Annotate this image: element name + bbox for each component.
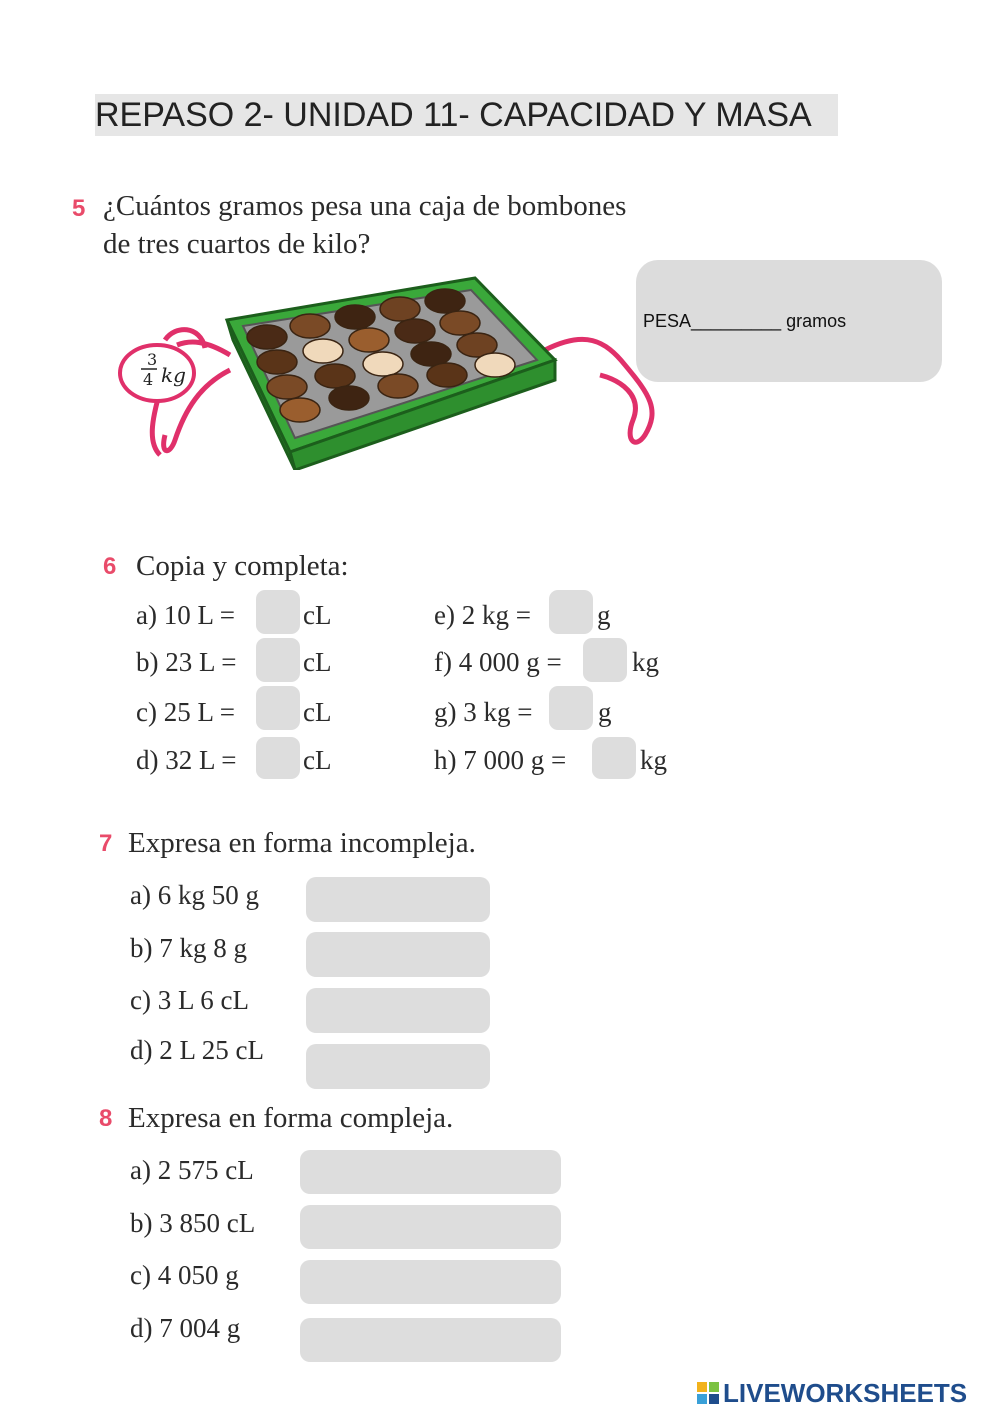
page-title: REPASO 2- UNIDAD 11- CAPACIDAD Y MASA bbox=[95, 94, 838, 136]
q6-item-a-label: a) 10 L = bbox=[136, 600, 235, 630]
q6-item-h-input[interactable] bbox=[592, 737, 636, 779]
q8-item-a-input[interactable] bbox=[300, 1150, 561, 1194]
q6-item-e-label: e) 2 kg = bbox=[434, 600, 531, 630]
q6-item-c-label: c) 25 L = bbox=[136, 697, 235, 727]
question-8-number: 8 bbox=[99, 1105, 113, 1132]
q6-item-f-label: f) 4 000 g = bbox=[434, 647, 562, 677]
q6-item-e-input[interactable] bbox=[549, 590, 593, 634]
q6-item-h-unit: kg bbox=[640, 745, 667, 775]
question-5-text-line2: de tres cuartos de kilo? bbox=[103, 228, 371, 260]
q6-item-g-label: g) 3 kg = bbox=[434, 697, 533, 727]
q7-item-b-input[interactable] bbox=[306, 932, 490, 977]
q7-item-b-label: b) 7 kg 8 g bbox=[130, 933, 247, 963]
q8-item-c-input[interactable] bbox=[300, 1260, 561, 1304]
q6-item-d-unit: cL bbox=[303, 745, 332, 775]
question-8-text: Expresa en forma compleja. bbox=[128, 1102, 454, 1134]
tag-numerator: 3 bbox=[147, 350, 158, 369]
q7-item-c-input[interactable] bbox=[306, 988, 490, 1033]
q7-item-d-label: d) 2 L 25 cL bbox=[130, 1035, 264, 1065]
question-6-text: Copia y completa: bbox=[136, 550, 349, 582]
q7-item-c-label: c) 3 L 6 cL bbox=[130, 985, 249, 1015]
q8-item-d-label: d) 7 004 g bbox=[130, 1313, 241, 1343]
question-7-number: 7 bbox=[99, 830, 113, 857]
q6-item-d-label: d) 32 L = bbox=[136, 745, 237, 775]
q8-item-b-label: b) 3 850 cL bbox=[130, 1208, 256, 1238]
q8-item-a-label: a) 2 575 cL bbox=[130, 1155, 254, 1185]
q6-item-c-input[interactable] bbox=[256, 686, 300, 730]
liveworksheets-logo bbox=[697, 1378, 967, 1408]
tag-denominator: 4 bbox=[143, 370, 154, 389]
chocolate-box-illustration bbox=[105, 270, 665, 470]
q6-item-f-input[interactable] bbox=[583, 638, 627, 682]
question-5-text-line1: ¿Cuántos gramos pesa una caja de bombones bbox=[103, 190, 627, 222]
q6-item-a-input[interactable] bbox=[256, 590, 300, 634]
q6-item-f-unit: kg bbox=[632, 647, 659, 677]
q8-item-b-input[interactable] bbox=[300, 1205, 561, 1249]
question-7-text: Expresa en forma incompleja. bbox=[128, 827, 476, 859]
q6-item-g-unit: g bbox=[598, 697, 612, 727]
q6-item-e-unit: g bbox=[597, 600, 611, 630]
tag-unit: kg bbox=[161, 363, 186, 387]
q6-item-b-label: b) 23 L = bbox=[136, 647, 237, 677]
q7-item-a-label: a) 6 kg 50 g bbox=[130, 880, 259, 910]
q7-item-a-input[interactable] bbox=[306, 877, 490, 922]
question-5-number: 5 bbox=[72, 195, 86, 222]
q6-item-c-unit: cL bbox=[303, 697, 332, 727]
q6-item-a-unit: cL bbox=[303, 600, 332, 630]
q6-item-d-input[interactable] bbox=[256, 737, 300, 779]
q6-item-b-unit: cL bbox=[303, 647, 332, 677]
q6-item-g-input[interactable] bbox=[549, 686, 593, 730]
q5-answer-text: PESA_________ gramos bbox=[643, 311, 847, 331]
liveworksheets-logo-text: LIVEWORKSHEETS bbox=[723, 1377, 968, 1408]
liveworksheets-logo-icon bbox=[697, 1382, 719, 1404]
question-6-number: 6 bbox=[103, 553, 117, 580]
q6-item-b-input[interactable] bbox=[256, 638, 300, 682]
q6-item-h-label: h) 7 000 g = bbox=[434, 745, 567, 775]
q7-item-d-input[interactable] bbox=[306, 1044, 490, 1089]
q8-item-d-input[interactable] bbox=[300, 1318, 561, 1362]
q8-item-c-label: c) 4 050 g bbox=[130, 1260, 239, 1290]
